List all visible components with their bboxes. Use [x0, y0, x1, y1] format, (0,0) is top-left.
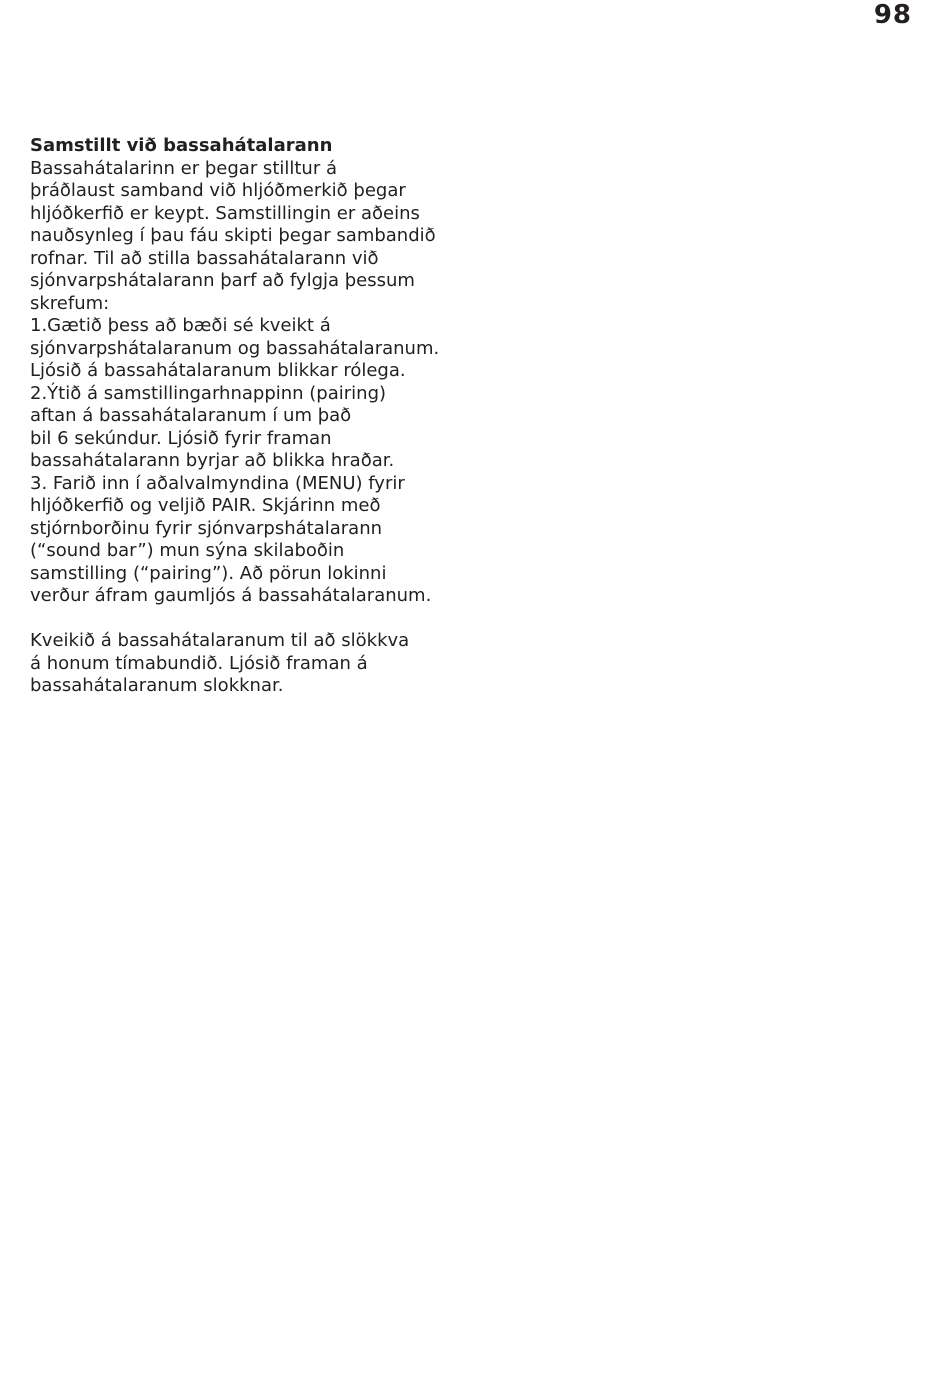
text-line: sjónvarpshátalarann þarf að fylgja þessum — [30, 270, 415, 291]
text-line: rofnar. Til að stilla bassahátalarann við — [30, 247, 379, 269]
text-line: Bassahátalarinn er þegar stilltur á — [30, 157, 337, 179]
step-3-line: hljóðkerfið og veljið PAIR. Skjárinn með — [30, 495, 381, 516]
step-3-line: verður áfram gaumljós á bassahátalaranum. — [30, 585, 432, 606]
step-2-line: bil 6 sekúndur. Ljósið fyrir framan — [30, 427, 332, 449]
step-3-line: (“sound bar”) mun sýna skilaboðin — [30, 540, 345, 561]
step-2-line: 2.Ýtið á samstillingarhnappinn (pairing) — [30, 382, 387, 404]
step-3-line: stjórnborðinu fyrir sjónvarpshátalarann — [30, 517, 383, 539]
text-line: bassahátalaranum slokknar. — [30, 675, 284, 696]
step-3-line: 3. Farið inn í aðalvalmyndina (MENU) fyrir — [30, 472, 405, 494]
paragraph-instructions — [30, 158, 470, 608]
section-heading: Samstillt við bassahátalarann — [30, 135, 333, 156]
step-3-line: samstilling (“pairing”). Að pörun lokinni — [30, 562, 387, 584]
step-2-line: bassahátalarann byrjar að blikka hraðar. — [30, 450, 395, 471]
step-1-line: Ljósið á bassahátalaranum blikkar rólega. — [30, 360, 406, 381]
text-line: hljóðkerfið er keypt. Samstillingin er aðeins — [30, 202, 420, 224]
text-line: Kveikið á bassahátalaranum til að slökkva — [30, 630, 410, 651]
text-line: skrefum: — [30, 292, 110, 314]
paragraph-spacer — [30, 608, 470, 631]
text-line: þráðlaust samband við hljóðmerkið þegar — [30, 180, 406, 201]
text-line: nauðsynleg í þau fáu skipti þegar sambandið — [30, 225, 436, 246]
page-number: 98 — [873, 0, 912, 30]
main-content — [30, 135, 470, 698]
step-1-line: sjónvarpshátalaranum og bassahátalaranum. — [30, 337, 440, 359]
text-line: á honum tímabundið. Ljósið framan á — [30, 652, 368, 674]
step-1-line: 1.Gætið þess að bæði sé kveikt á — [30, 315, 331, 336]
step-2-line: aftan á bassahátalaranum í um það — [30, 405, 352, 426]
paragraph-turn-off — [30, 630, 470, 698]
